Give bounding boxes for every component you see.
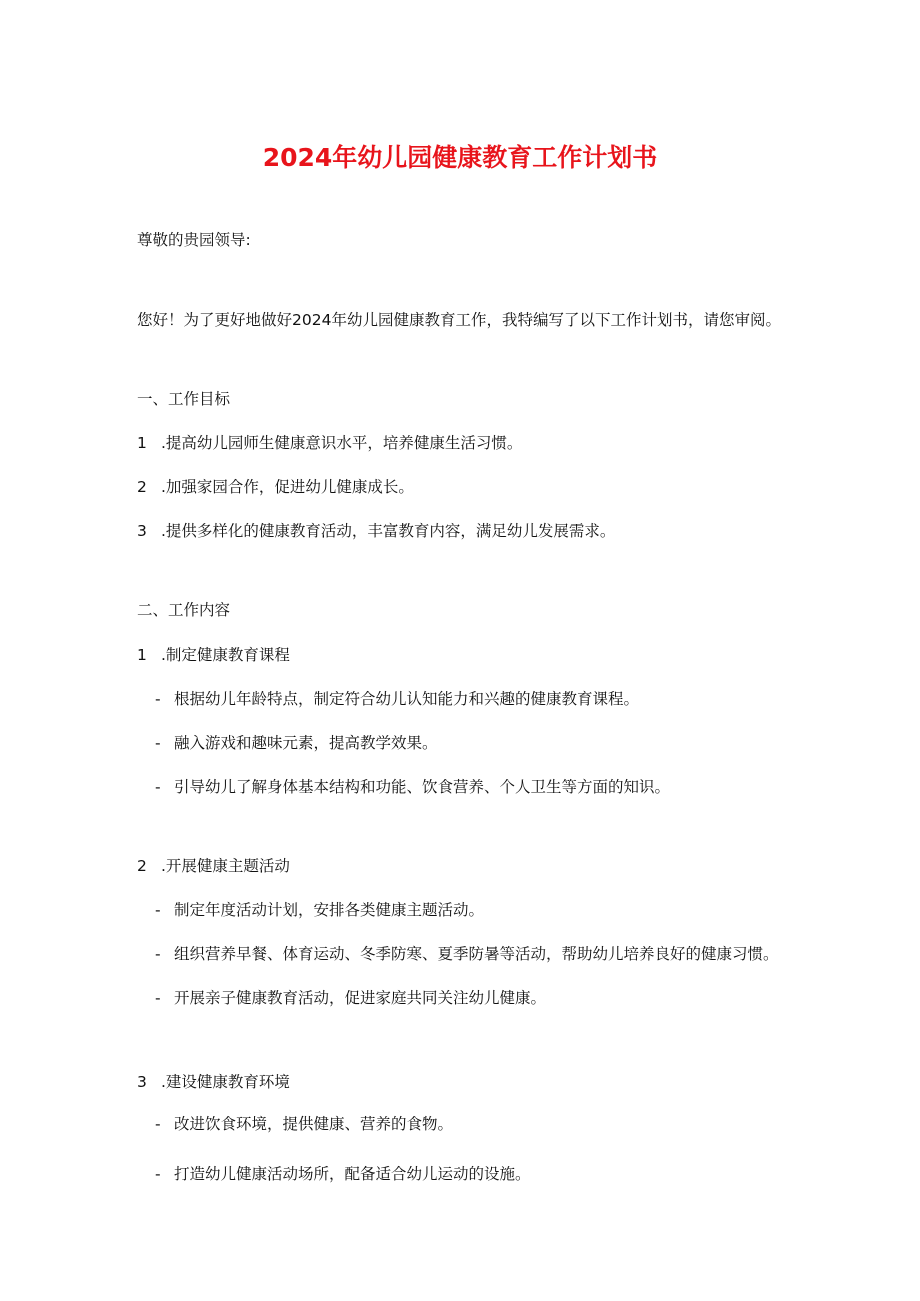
subheading-number: 1 [137,646,147,664]
intro-paragraph: 您好！为了更好地做好2024年幼儿园健康教育工作，我特编写了以下工作计划书，请您审阅。 [137,311,781,329]
bullet-text: 打造幼儿健康活动场所，配备适合幼儿运动的设施。 [174,1165,531,1183]
document-title: 2024年幼儿园健康教育工作计划书 [262,143,658,172]
bullet-item [155,1113,453,1135]
goal-item-2 [137,476,414,498]
bullet-item [155,987,546,1009]
bullet-text: 根据幼儿年龄特点，制定符合幼儿认知能力和兴趣的健康教育课程。 [174,690,640,708]
bullet-item [155,943,779,965]
dash-marker: - [155,1165,161,1183]
bullet-item [155,1163,531,1185]
goal-item-number: 2 [137,478,147,496]
section-heading-content: 二、工作内容 [137,601,231,619]
dash-marker: - [155,1115,161,1133]
goal-item-text: .提供多样化的健康教育活动，丰富教育内容，满足幼儿发展需求。 [161,522,616,540]
dash-marker: - [155,901,161,919]
goal-item-text: .提高幼儿园师生健康意识水平，培养健康生活习惯。 [161,434,523,452]
content-subheading-1 [137,644,290,666]
bullet-text: 开展亲子健康教育活动，促进家庭共同关注幼儿健康。 [174,989,547,1007]
subheading-text: .制定健康教育课程 [161,646,290,664]
goal-item-number: 1 [137,434,147,452]
bullet-text: 融入游戏和趣味元素，提高教学效果。 [174,734,438,752]
goal-item-1 [137,432,522,454]
subheading-number: 2 [137,857,147,875]
dash-marker: - [155,945,161,963]
goal-item-text: .加强家园合作，促进幼儿健康成长。 [161,478,414,496]
salutation: 尊敬的贵园领导: [137,231,251,249]
bullet-text: 引导幼儿了解身体基本结构和功能、饮食营养、个人卫生等方面的知识。 [174,778,671,796]
bullet-item [155,688,639,710]
bullet-item [155,776,670,798]
content-subheading-3 [137,1071,290,1093]
bullet-text: 制定年度活动计划，安排各类健康主题活动。 [174,901,485,919]
content-subheading-2 [137,855,290,877]
subheading-text: .建设健康教育环境 [161,1073,290,1091]
bullet-text: 组织营养早餐、体育运动、冬季防寒、夏季防暑等活动，帮助幼儿培养良好的健康习惯。 [174,945,779,963]
section-heading-goals: 一、工作目标 [137,390,231,408]
dash-marker: - [155,734,161,752]
goal-item-number: 3 [137,522,147,540]
bullet-text: 改进饮食环境，提供健康、营养的食物。 [174,1115,454,1133]
dash-marker: - [155,778,161,796]
bullet-item [155,732,438,754]
goal-item-3 [137,520,615,542]
subheading-text: .开展健康主题活动 [161,857,290,875]
dash-marker: - [155,989,161,1007]
bullet-item [155,899,484,921]
dash-marker: - [155,690,161,708]
subheading-number: 3 [137,1073,147,1091]
